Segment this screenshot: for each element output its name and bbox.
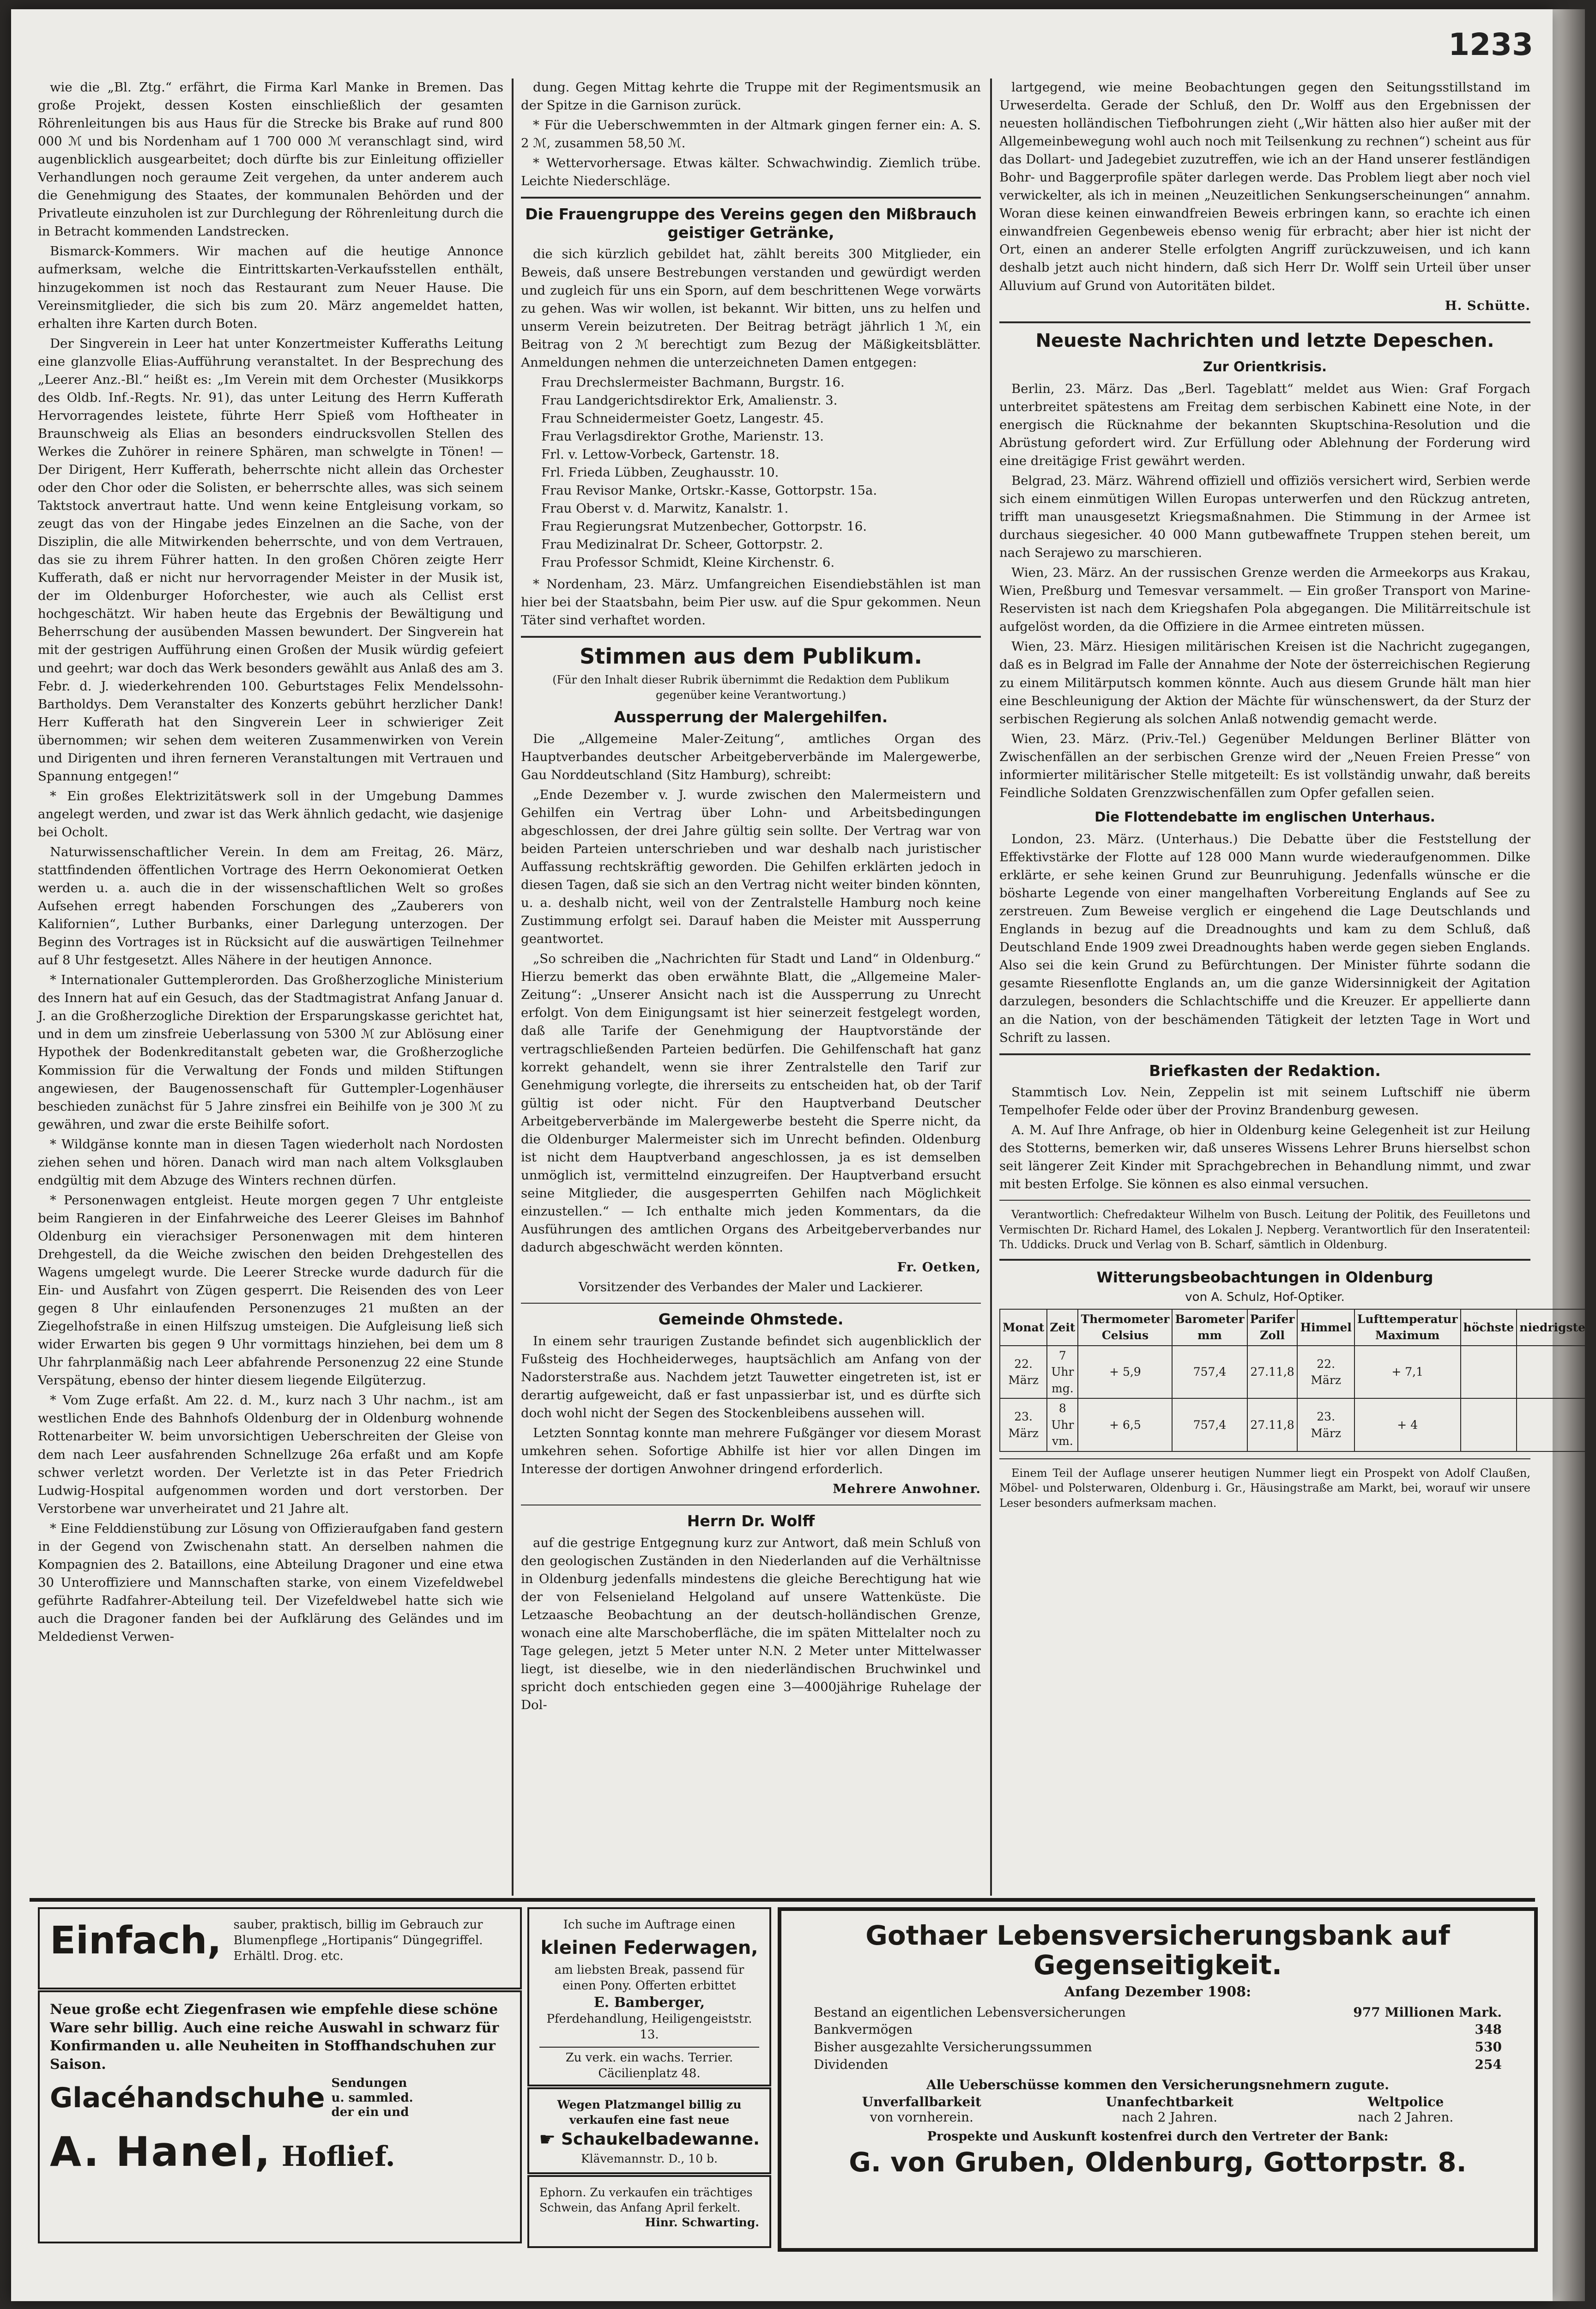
article-text: auf die gestrige Entgegnung kurz zur Antwort, daß mein Schluß von den geologischen Zuständen in den Niederlanden auf die Verhältnisse in Oldenburg jedenfalls mindestens die gleiche Berechtigung hat wie der von Felsenieland Helgoland auf unsere Wattenküste. Die Letzaasche Beobachtung an der deutsch-holländischen Grenze, wonach eine alte Marschoberfläche, die im späten Mittelalter noch zu Tage gelegen, jetzt 5 Meter unter N.N. 2 Meter unter Mittelwasser liegt, ist dieselbe, wie in den niederländischen Bruchwinkel und spricht doch entschieden gegen eine 3—4000jährige Ruhelage der Dol- xyxy=(521,1535,981,1713)
weather-table xyxy=(999,1309,1589,1452)
table-header: Barometer mm xyxy=(1172,1309,1247,1346)
ad-text: sauber, praktisch, billig im Gebrauch zur Blumenpflege „Hortipanis“ Düngegriffel. Erhältl. Drog. etc. xyxy=(233,1918,483,1963)
table-header: Lufttemperatur Maximum xyxy=(1354,1309,1461,1346)
ad-feature: Weltpolice xyxy=(1367,2094,1444,2110)
ad-figure-row xyxy=(814,2021,1502,2038)
table-cell: + 7,1 xyxy=(1354,1346,1461,1399)
table-header: Monat xyxy=(1000,1309,1047,1346)
letter-item: Stammtisch Lov. Nein, Zeppelin ist mit seinem Luftschiff nie überm Tempelhofer Felde oder über der Provinz Brandenburg gewesen. xyxy=(999,1085,1530,1118)
section-rule xyxy=(521,197,981,199)
article-text: * Wildgänse konnte man in diesen Tagen wiederholt nach Nordosten ziehen sehen und hören. Danach wird man nach altem Volksglauben endgültig mit dem Abzuge des Winters rechnen dürfen. xyxy=(38,1136,503,1188)
article-text: * Ein großes Elektrizitätswerk soll in der Umgebung Dammes angelegt werden, und zwar ist das Werk ähnlich gedacht, wie dasjenige bei Ocholt. xyxy=(38,788,503,840)
ad-gothaer-insurance xyxy=(778,1907,1538,2252)
ad-text: Zu verk. ein wachs. Terrier. Cäcilienplatz 48. xyxy=(539,2047,759,2082)
article-text: Bismarck-Kommers. Wir machen auf die heutige Annonce aufmerksam, welche die Eintrittskarten-Verkaufsstellen enthält, hinzugekommen ist noch das Restaurant zum Neuer Hause. Die Vereinsmitglieder, die sich bis zum 20. März angemeldet hatten, erhalten ihre Karten durch Boten. xyxy=(38,244,503,331)
article-text: In einem sehr traurigen Zustande befindet sich augenblicklich der Fußsteig des Hochheiderweges, hauptsächlich am Anfang von der Nadorsterstraße aus. Nachdem jetzt Tauwetter eingetreten ist, ist er derartig aufgeweicht, daß er fast unpassierbar ist, und es dürfte sich doch wohl nicht der Segen des Stockenbleibens aussehen will. xyxy=(521,1333,981,1420)
article-text: * Für die Ueberschwemmten in der Altmark gingen ferner ein: A. S. 2 ℳ, zusammen 58,50 ℳ. xyxy=(521,118,981,151)
article-text: Naturwissenschaftlicher Verein. In dem am Freitag, 26. März, stattfindenden öffentlichen Vortrage des Herrn Oekonomierat Oetken werden u. a. auch die in der wissenschaftlichen Welt so großes Aufsehen erregt habenden Forschungen des „Zauberers von Kalifornien“, Luther Burbanks, einer Darlegung unterzogen. Der Beginn des Vortrages ist in Rücksicht auf die auswärtigen Teilnehmer auf 8 Uhr festgesetzt. Alles Nähere in der heutigen Annonce. xyxy=(38,844,503,968)
news-item: Berlin, 23. März. Das „Berl. Tageblatt“ meldet aus Wien: Graf Forgach unterbreitet spätestens am Freitag dem serbischen Kabinett eine Note, in der energisch die Rücknahme der bekannten Skuptschina-Resolution und die Abrüstung gefordert wird. Zur Erfüllung oder Ablehnung der Forderung wird eine dreitägige Frist gewährt werden. xyxy=(999,381,1530,468)
book-edge xyxy=(1553,9,1585,2301)
table-cell: 27.11,8 xyxy=(1247,1346,1298,1399)
table-cell: 7 Uhr mg. xyxy=(1047,1346,1078,1399)
subheadline: Zur Orientkrisis. xyxy=(1203,358,1327,375)
article-text: Der Singverein in Leer hat unter Konzertmeister Kufferaths Leitung eine glanzvolle Elias-Aufführung veranstaltet. In der Besprechung des „Leerer Anz.-Bl.“ heißt es: „Im Verein mit dem Orchester (Musikkorps des Oldb. Inf.-Regts. Nr. 91), das unter Leitung des Herrn Kufferath Hervorragendes leistete, führte Herr Spieß vom Hoftheater in Braunschweig als Elias an besonders eindrucksvollen Stellen des Werkes die Zuhörer in reinere Sphären, man schwelgte in Tönen! — Der Dirigent, Herr Kufferath, beherrschte nicht allein das Orchester oder den Chor oder die Solisten, er beherrschte alles, was sich seinem Taktstock anvertraut hatte. Und wenn keine Entgleisung vorkam, so zeugt das von der Hingabe jedes Einzelnen an die Sache, von der Disziplin, die alle Mitwirkenden beherrschte, und von dem Vertrauen, das sie zu ihrem Führer hatten. In den großen Chören zeigte Herr Kufferath, daß er nicht nur hervorragender Meister in der Musik ist, der im Oldenburger Hoforchester, wie auch als Cellist erst hochgeschätzt. Wir haben heute das Ergebnis der Bewältigung und Beherrschung der ausübenden Massen bewundert. Der Singverein hat mit der gestrigen Aufführung einen Großen der Musik würdig gefeiert und geehrt; war doch das Werk besonders gewählt aus Anlaß des am 3. Febr. d. J. wiederkehrenden 100. Geburtstages Felix Mendelssohn-Bartholdys. Dem Veranstalter des Konzerts gebührt herzlicher Dank! Herr Kufferath hat den Singverein Leer in schwieriger Zeit übernommen; wir sehen dem weiteren Zusammenwirken von Verein und Dirigenten und ihren ferneren Veranstaltungen mit Vertrauen und Spannung entgegen!“ xyxy=(38,336,503,784)
ad-text: Sendungen u. sammled. der ein und xyxy=(331,2076,413,2119)
ad-name: E. Bamberger, xyxy=(593,1995,705,2011)
section-note: (Für den Inhalt dieser Rubrik übernimmt die Redaktion dem Publikum gegenüber keine Verantwortung.) xyxy=(552,673,949,701)
newspaper-page xyxy=(11,9,1586,2301)
article-text: * Eine Felddienstübung zur Lösung von Offizieraufgaben fand gestern in der Gegend von Zwischenahn statt. An derselben nahmen die Kompagnien des 2. Bataillons, eine Abteilung Dragoner und eine etwa 30 Unteroffiziere und Mannschaften starke, von einem Vizefeldwebel geführte Radfahrer-Abteilung teil. Der Vizefeldwebel hatte sich wie auch die Dragoner fanden bei der Aufklärung des Geländes und im Meldedienst Verwen- xyxy=(38,1521,503,1644)
section-rule xyxy=(521,1303,981,1304)
ad-text: Neue große echt Ziegenfrasen wie empfehle diese schöne Ware sehr billig. Auch eine reiche Auswahl in schwarz für Konfirmanden u. alle Neuheiten in Stoffhandschuhen zur Saison. xyxy=(50,2001,499,2073)
ad-pig xyxy=(527,2175,771,2248)
article-headline: Gemeinde Ohmstede. xyxy=(658,1310,844,1329)
ad-figure-label: Bankvermögen xyxy=(814,2022,913,2037)
list-item: Frau Regierungsrat Mutzenbecher, Gottorpstr. 16. xyxy=(541,519,867,534)
ad-title: Glacéhandschuhe xyxy=(50,2081,325,2114)
weather-title: Witterungsbeobachtungen in Oldenburg xyxy=(1096,1268,1433,1286)
table-cell: + 6,5 xyxy=(1078,1398,1172,1451)
article-text: lartgegend, wie meine Beobachtungen gegen den Seitungsstillstand im Urweserdelta. Gerade der Schluß, den Dr. Wolff aus den Ergebnissen der neuesten holländischen Tiefbohrungen zieht („Wir hätten also hier außer mit der Allgemeinbewegung wohl auch noch mit Teilsenkung zu rechnen“) scheint aus für das Dollart- und Jadegebiet zuzutreffen, wie ich an der Hand unserer festländigen Bohr- und Baggerprofile später darlegen werde. Das Problem liegt aber noch viel verwickelter, als ich in meinen „Neuzeitlichen Senkungserscheinungen“ annahm. Woran diese keinen einwandfreien Beweis erbringen kann, so erachte ich einen einwandfreien Gegenbeweis ebenso wenig für erbracht; aber hier ist nicht der Ort, einen an anderer Stelle erfolgten Angriff zurückzuweisen, und ich kann deshalb jetzt auch nicht hindern, daß sich Herr Dr. Wolff sein Urteil über unser Alluvium auf Grund von Autoritäten bildet. xyxy=(999,80,1530,293)
table-cell: 23. März xyxy=(1000,1398,1047,1451)
ad-firm-suffix: Hoflief. xyxy=(281,2140,395,2173)
section-rule xyxy=(999,321,1530,323)
section-headline: Briefkasten der Redaktion. xyxy=(1149,1061,1381,1080)
ad-signature: Hinr. Schwarting. xyxy=(645,2216,759,2229)
ad-title: Einfach, xyxy=(50,1918,222,1963)
table-cell: + 5,9 xyxy=(1078,1346,1172,1399)
ad-address: Pferdehandlung, Heiligengeiststr. 13. xyxy=(546,2012,752,2042)
news-item: Wien, 23. März. Hiesigen militärischen Kreisen ist die Nachricht zugegangen, daß es in Belgrad im Falle der Annahme der Note der österreichischen Regierung zu einem Militärputsch kommen könnte. Auch aus diesem Grunde hält man hier eine Beschleunigung der Aktion der Mächte für wünschenswert, da der Sturz der serbischen Regierung als solchen Anlaß notwendig gemacht werde. xyxy=(999,639,1530,726)
article-headline: Herrn Dr. Wolff xyxy=(687,1512,815,1530)
list-item: Frau Medizinalrat Dr. Scheer, Gottorpstr. 2. xyxy=(541,537,823,552)
column-3 xyxy=(999,79,1586,1896)
article-text: die sich kürzlich gebildet hat, zählt bereits 300 Mitglieder, ein Beweis, daß unsere Bestrebungen verstanden und gewürdigt werden und zugleich für uns ein Sporn, auf dem beschrittenen Wege vorwärts zu gehen. Was wir wollen, ist bekannt. Wir bitten, uns zu helfen und unserm Verein beizutreten. Der Beitrag beträgt jährlich 1 ℳ, ein Beitrag von 2 ℳ berechtigt zum Bezug der Mäßigkeitsblätter. Anmeldungen nehmen die unterzeichneten Damen entgegen: xyxy=(521,247,981,370)
table-cell: 23. März xyxy=(1297,1398,1354,1451)
section-rule xyxy=(999,1458,1530,1459)
table-cell xyxy=(1461,1398,1517,1451)
ad-feature-note: von vornherein. xyxy=(870,2109,973,2125)
article-text: „Ende Dezember v. J. wurde zwischen den Malermeistern und Gehilfen ein Vertrag über Lohn- und Arbeitsbedingungen abgeschlossen, der drei Jahre gültig sein sollte. Der Vertrag war von beiden Parteien unterschrieben und war deshalb nach juristischer Auffassung rechtskräftig geworden. Die Gehilfen erklärten jedoch in diesen Tagen, daß sie sich an den Vertrag nicht weiter binden könnten, u. a. deshalb nicht, weil von der Zentralstelle Hamburg noch keine Zustimmung erfolgt sei. Darauf haben die Meister mit Aussperrung geantwortet. xyxy=(521,787,981,947)
list-item: Frau Professor Schmidt, Kleine Kirchenstr. 6. xyxy=(541,555,835,570)
article-text: Letzten Sonntag konnte man mehrere Fußgänger vor diesem Morast umkehren sehen. Sofortige Abhilfe ist hier vor allen Dingen im Interesse der dortigen Anwohner dringend erforderlich. xyxy=(521,1426,981,1477)
ad-area-rule xyxy=(30,1898,1535,1902)
ad-firm: A. Hanel, xyxy=(50,2128,272,2176)
table-cell: 8 Uhr vm. xyxy=(1047,1398,1078,1451)
ad-figure-row xyxy=(814,2056,1502,2073)
ad-hanel-gloves xyxy=(38,1990,522,2243)
ad-figure-label: Bestand an eigentlichen Lebensversicherungen xyxy=(814,2004,1126,2020)
table-header: Himmel xyxy=(1297,1309,1354,1346)
ad-bathtub xyxy=(527,2087,771,2174)
article-headline: Aussperrung der Malergehilfen. xyxy=(614,708,888,726)
letter-item: A. M. Auf Ihre Anfrage, ob hier in Oldenburg keine Gelegenheit ist zur Heilung des Stotterns, bemerken wir, daß unseres Wissens Lehrer Bruns hierselbst schon seit längerer Zeit Kinder mit Sprachgebrechen in Behandlung nimmt, und zwar mit besten Erfolge. Sie können es also einmal versuchen. xyxy=(999,1123,1530,1192)
ad-feature-note: nach 2 Jahren. xyxy=(1358,2109,1454,2125)
article-headline: Die Frauengruppe des Vereins gegen den Mißbrauch geistiger Getränke, xyxy=(525,205,977,242)
table-header: höchste xyxy=(1461,1309,1517,1346)
list-item: Frau Verlagsdirektor Grothe, Marienstr. 13. xyxy=(541,429,824,444)
table-header: Parifer Zoll xyxy=(1247,1309,1298,1346)
column-rule xyxy=(990,79,992,1896)
signature: Fr. Oetken, xyxy=(897,1260,981,1275)
section-headline: Neueste Nachrichten und letzte Depeschen. xyxy=(1035,330,1494,351)
subheadline: Die Flottendebatte im englischen Unterhaus. xyxy=(1094,809,1435,825)
table-header: Thermometer Celsius xyxy=(1078,1309,1172,1346)
article-text: * Wettervorhersage. Etwas kälter. Schwachwindig. Ziemlich trübe. Leichte Niederschläge. xyxy=(521,156,981,189)
list-item: Frl. v. Lettow-Vorbeck, Gartenstr. 18. xyxy=(541,447,780,462)
article-text: * Vom Zuge erfaßt. Am 22. d. M., kurz nach 3 Uhr nachm., ist am westlichen Ende des Bahnhofs Oldenburg der in Oldenburg wohnende Rottenarbeiter W. beim unvorsichtigen Ueberschreiten der Gleise von dem nach Leer ausfahrenden Schnellzuge 26a erfaßt und am Kopfe schwer verletzt worden. Der Verletzte ist in das Peter Friedrich Ludwig-Hospital aufgenommen worden und dort verstorben. Der Verstorbene war unverheiratet und 21 Jahre alt. xyxy=(38,1393,503,1516)
table-cell xyxy=(1517,1346,1588,1399)
news-item: Wien, 23. März. (Priv.-Tel.) Gegenüber Meldungen Berliner Blätter von Zwischenfällen an der serbischen Grenze wird der „Neuen Freien Presse“ von informierter militärischer Stelle mitgeteilt: Es ist vollständig unwahr, daß bereits Feindliche Soldaten Grenzzwischenfällen zum Opfer gefallen seien. xyxy=(999,731,1530,800)
article-text: dung. Gegen Mittag kehrte die Truppe mit der Regimentsmusik an der Spitze in die Garnison zurück. xyxy=(521,80,981,113)
list-item: Frau Landgerichtsdirektor Erk, Amalienstr. 3. xyxy=(541,393,838,408)
ad-feature: Unanfechtbarkeit xyxy=(1106,2094,1234,2110)
ad-feature: Unverfallbarkeit xyxy=(862,2094,981,2110)
ad-text: Wegen Platzmangel billig zu verkaufen eine fast neue xyxy=(557,2098,742,2127)
table-cell: 757,4 xyxy=(1172,1346,1247,1399)
table-cell xyxy=(1461,1346,1517,1399)
article-text: „So schreiben die „Nachrichten für Stadt und Land“ in Oldenburg.“ Hierzu bemerkt das oben erwähnte Blatt, die „Allgemeine Maler-Zeitung“: „Unserer Ansicht nach ist die Aussperrung zu Unrecht erfolgt. Von dem Einigungsamt ist hier seinerzeit festgelegt worden, daß alle Tarife der Genehmigung der Hauptvorstände der vertragschließenden Parteien bedürfen. Die Gehilfenschaft hat ganz korrekt gehandelt, wenn sie ihrer Zentralstelle den Tarif zur Genehmigung vorlegte, die ihrerseits zu entscheiden hat, ob der Tarif gültig ist oder nicht. Für den Hauptverband Deutscher Arbeitgeberverbände im Malergewerbe besteht die Sperre nicht, da die Oldenburger Malermeister sich im Unrecht befinden. Oldenburg ist nicht dem Hauptverband angeschlossen, ja es ist demselben unmöglich ist, vermittelnd einzugreifen. Der Hauptverband ersucht seine Mitglieder, die ausgesperrten Gehilfen nach Möglichkeit einzustellen.“ — Ich enthalte mich jeden Kommentars, da die Ausführungen des amtlichen Organs des Arbeitgeberverbandes nur dadurch abgeschwächt werden könnten. xyxy=(521,951,981,1255)
signature: H. Schütte. xyxy=(1445,298,1530,313)
article-text: Die „Allgemeine Maler-Zeitung“, amtliches Organ des Hauptverbandes deutscher Arbeitgeberverbände im Malergewerbe, Gau Norddeutschland (Sitz Hamburg), schreibt: xyxy=(521,731,981,782)
ad-figures xyxy=(814,2004,1502,2073)
ad-figure-value: 348 xyxy=(1475,2022,1502,2037)
ad-text: Ephorn. Zu verkaufen ein trächtiges Schwein, das Anfang April ferkelt. xyxy=(539,2186,753,2214)
table-header: Zeit xyxy=(1047,1309,1078,1346)
section-rule xyxy=(521,636,981,638)
ad-text: Prospekte und Auskunft kostenfrei durch den Vertreter der Bank: xyxy=(927,2129,1389,2144)
ad-figure-label: Dividenden xyxy=(814,2056,889,2072)
article-text: wie die „Bl. Ztg.“ erfährt, die Firma Karl Manke in Bremen. Das große Projekt, dessen Kosten einschließlich der gesamten Röhrenleitungen bis aus Haus für die Strecke bis Brake auf rund 800 000 ℳ und bis Nordenham auf 1 700 000 ℳ veranschlagt sind, wird augenblicklich ausgearbeitet; doch dürfte bis zur Einleitung offizieller Verhandlungen noch geraume Zeit vergehen, da unter anderem auch die Genehmigung des Staates, der kommunalen Behörden und der Privatleute einzuholen ist zur Durchlegung der Röhrenleitung durch die in Betracht kommenden Landstrecken. xyxy=(38,80,503,239)
section-rule xyxy=(999,1053,1530,1055)
ad-figure-value: 977 Millionen Mark. xyxy=(1353,2004,1502,2020)
ad-figure-label: Bisher ausgezahlte Versicherungssummen xyxy=(814,2039,1092,2055)
section-headline: Stimmen aus dem Publikum. xyxy=(580,644,922,669)
page-number: 1233 xyxy=(1448,27,1533,62)
table-header: niedrigste xyxy=(1517,1309,1588,1346)
ad-title: Schaukelbadewanne. xyxy=(561,2129,760,2149)
article-text: * Nordenham, 23. März. Umfangreichen Eisendiebstählen ist man hier bei der Staatsbahn, beim Pier usw. auf die Spur gekommen. Neun Täter sind verhaftet worden. xyxy=(521,577,981,628)
ad-text: Ich suche im Auftrage einen xyxy=(563,1918,736,1932)
news-item: London, 23. März. (Unterhaus.) Die Debatte über die Feststellung der Effektivstärke der Flotte auf 128 000 Mann wurde wiederaufgenommen. Dilke erklärte, er sehe keinen Grund zur Beunruhigung. Jedenfalls wünsche er die bösharte Legende von einer mangelhaften Vorbereitung Englands auf See zu zerstreuen. Zum Beweise verglich er eingehend die Lage Deutschlands und Englands in bezug auf die Dreadnoughts und kam zu dem Schluß, daß Deutschland Ende 1909 zwei Dreadnoughts haben werde gegen sieben Englands. Also sei die kein Grund zu Befürchtungen. Der Minister führte sodann die gesamte Riesenflotte Englands an, um die ganze Widersinnigkeit der Agitation darzulegen, besonders die Schlachtschiffe und die Kreuzer. Er appellierte dann an die Nation, von der beschämenden Tätigkeit der letzten Tage in Wort und Schrift zu lassen. xyxy=(999,832,1530,1045)
signature: Mehrere Anwohner. xyxy=(833,1481,981,1497)
column-1 xyxy=(38,79,503,1896)
section-rule xyxy=(999,1259,1530,1261)
table-cell: 757,4 xyxy=(1172,1398,1247,1451)
ad-hortipanis xyxy=(38,1907,522,1989)
ad-figure-value: 530 xyxy=(1475,2039,1502,2055)
ad-address: Klävemannstr. D., 10 b. xyxy=(581,2152,718,2165)
list-item: Frau Oberst v. d. Marwitz, Kanalstr. 1. xyxy=(541,501,789,516)
section-rule xyxy=(999,1200,1530,1201)
impressum: Verantwortlich: Chefredakteur Wilhelm von Busch. Leitung der Politik, des Feuilletons und Vermischten Dr. Richard Hamel, des Lokalen J. Nepberg. Verantwortlich für den Inseratenteil: Th. Uddicks. Druck und Verlag von B. Scharf, sämtlich in Oldenburg. xyxy=(999,1208,1530,1251)
supplement-note: Einem Teil der Auflage unserer heutigen Nummer liegt ein Prospekt von Adolf Claußen, Möbel- und Polsterwaren, Oldenburg i. Gr., Häusingstraße am Markt, bei, worauf wir unsere Leser besonders aufmerksam machen. xyxy=(999,1466,1530,1510)
hand-pointer-icon: ☛ xyxy=(539,2129,556,2150)
weather-subtitle: von A. Schulz, Hof-Optiker. xyxy=(1185,1290,1345,1305)
table-row xyxy=(1000,1398,1588,1451)
ad-title: Gothaer Lebensversicherungsbank auf Gegenseitigkeit. xyxy=(865,1920,1450,1981)
table-cell: 22. März xyxy=(1000,1346,1047,1399)
article-text: * Internationaler Guttemplerorden. Das Großherzogliche Ministerium des Innern hat auf ein Gesuch, das der Stadtmagistrat Anfang Januar d. J. an die Großherzogliche Direktion der Ersparungskasse gerichtet hat, und in dem um zinsfreie Ueberlassung von 5300 ℳ zur Ablösung einer Hypothek der Bodenkreditanstalt gebeten war, die Großherzogliche Kommission für die Verwaltung der Fonds und milden Stiftungen angewiesen, der Baugenossenschaft für Guttempler-Logenhäuser beschieden zunächst für 5 Jahre zinsfrei ein Beihilfe von je 300 ℳ zu gewähren, und zwar die erste Beihilfe sofort. xyxy=(38,973,503,1132)
table-cell: 27.11,8 xyxy=(1247,1398,1298,1451)
column-rule xyxy=(512,79,514,1896)
news-item: Belgrad, 23. März. Während offiziell und offiziös versichert wird, Serbien werde sich einem einmütigen Willen Europas unterwerfen und den Rückzug antreten, trifft man unausgesetzt Kriegsmaßnahmen. Die Stimmung in der Armee ist durchaus siegesicher. 40 000 Mann gutbewaffnete Truppen stehen bereit, um nach Serajewo zu marschieren. xyxy=(999,473,1530,561)
ad-feature-note: nach 2 Jahren. xyxy=(1122,2109,1218,2125)
signature-title: Vorsitzender des Verbandes der Maler und Lackierer. xyxy=(578,1280,924,1295)
ad-title: kleinen Federwagen, xyxy=(540,1937,758,1958)
ad-federwagen xyxy=(527,1907,771,2086)
table-cell: 22. März xyxy=(1297,1346,1354,1399)
column-2 xyxy=(521,79,981,1896)
ad-text: am liebsten Break, passend für einen Pony. Offerten erbittet xyxy=(554,1963,744,1993)
table-cell: + 4 xyxy=(1354,1398,1461,1451)
news-item: Wien, 23. März. An der russischen Grenze werden die Armeekorps aus Krakau, Wien, Preßburg und Temesvar versammelt. — Ein großer Transport von Marine-Reservisten ist nach dem Kriegshafen Pola abgegangen. Die Militärreitschule ist aufgelöst worden, da die Offiziere in die Armee eintreten müssen. xyxy=(999,565,1530,635)
ad-figure-row xyxy=(814,2004,1502,2021)
ad-figure-value: 254 xyxy=(1475,2056,1502,2072)
ad-text: Alle Ueberschüsse kommen den Versicherungsnehmern zugute. xyxy=(926,2077,1389,2092)
ad-figure-row xyxy=(814,2038,1502,2056)
list-item: Frl. Frieda Lübben, Zeughausstr. 10. xyxy=(541,465,779,480)
table-cell xyxy=(1517,1398,1588,1451)
ad-subtitle: Anfang Dezember 1908: xyxy=(1064,1983,1251,2000)
article-text: * Personenwagen entgleist. Heute morgen gegen 7 Uhr entgleiste beim Rangieren in der Einfahrweiche des Leerer Gleises im Bahnhof Oldenburg ein vierachsiger Personenwagen mit dem hinteren Drehgestell, da die Weiche zwischen den beiden Drehgestellen des Wagens umgelegt wurde. Die Leerer Strecke wurde dadurch für die Ein- und Ausfahrt von Zügen gesperrt. Die Reisenden des von Leer gegen 8 Uhr einlaufenden Personenzuges 21 mußten an der Ziegelhofstraße in einen Hilfszug umsteigen. Die Aufgleisung ließ sich wider Erwarten bis gegen 9 Uhr vormittags hinziehen, bei dem um 8 Uhr fahrplanmäßig nach Leer abfahrende Personenzug 22 eine Stunde Verspätung, ebenso der hinter diesem liegende Eilgüterzug. xyxy=(38,1192,503,1388)
table-row xyxy=(1000,1346,1588,1399)
member-list xyxy=(521,374,981,572)
list-item: Frau Schneidermeister Goetz, Langestr. 45. xyxy=(541,411,824,426)
column-1-body xyxy=(38,79,503,1646)
list-item: Frau Revisor Manke, Ortskr.-Kasse, Gottorpstr. 15a. xyxy=(541,483,877,498)
ad-agent: G. von Gruben, Oldenburg, Gottorpstr. 8. xyxy=(849,2146,1467,2178)
list-item: Frau Drechslermeister Bachmann, Burgstr. 16. xyxy=(541,375,845,390)
